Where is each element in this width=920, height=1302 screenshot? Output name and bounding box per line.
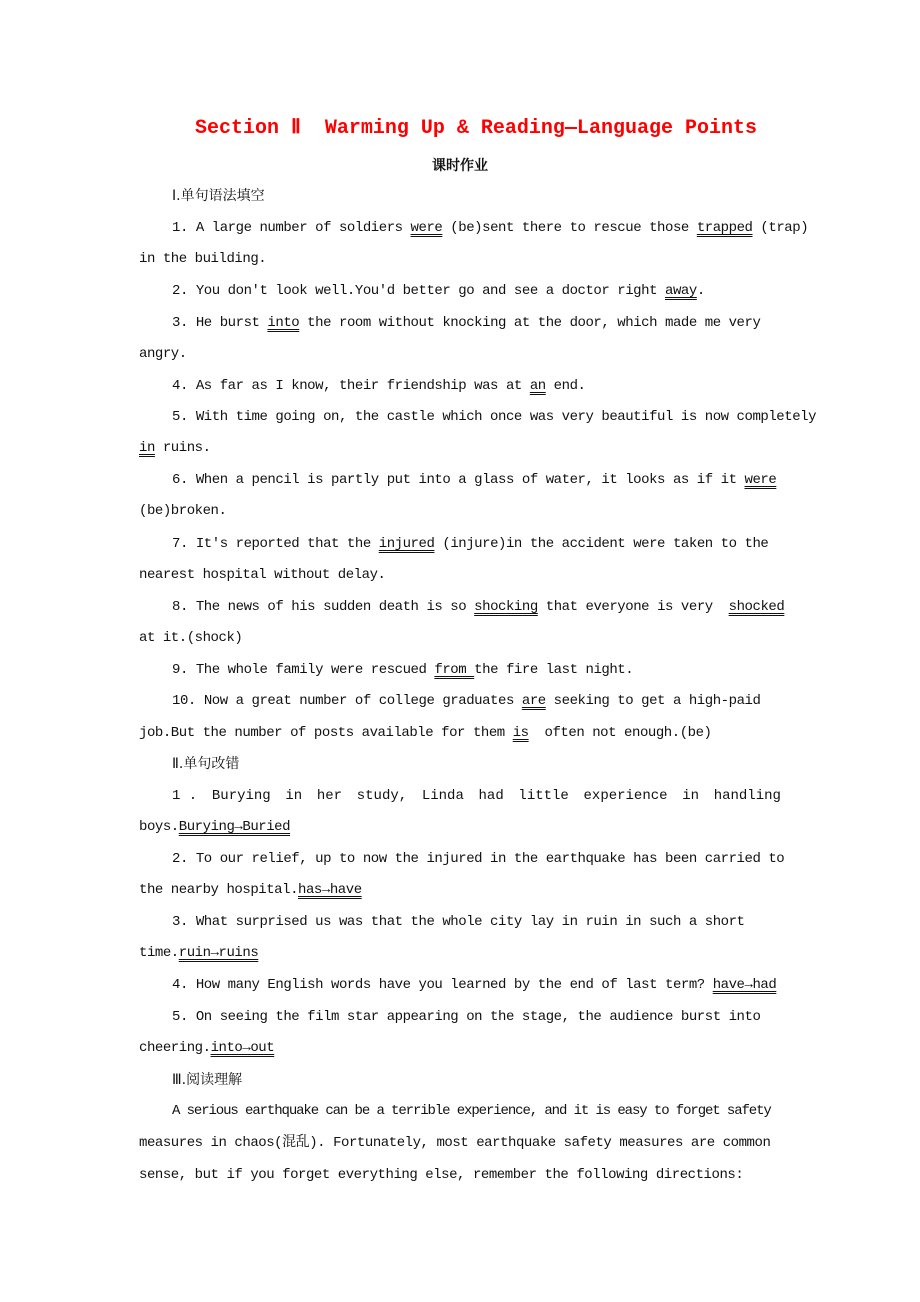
answer: into→out bbox=[210, 1040, 275, 1056]
page-subtitle: 课时作业 bbox=[432, 158, 488, 174]
question-9: 9. The whole family were rescued from the fire last night. bbox=[172, 662, 634, 678]
page-title: Section Ⅱ Warming Up & Reading—Language Points bbox=[195, 117, 757, 140]
answer: trapped bbox=[696, 220, 753, 236]
question-1: 1. A large number of soldiers were (be)sent there to rescue those trapped (trap) bbox=[172, 220, 809, 236]
answer: were bbox=[410, 220, 443, 236]
question-10-cont: job.But the number of posts available for them is often not enough.(be) bbox=[139, 725, 712, 741]
answer: away bbox=[665, 283, 697, 299]
question-8-cont: at it.(shock) bbox=[139, 630, 243, 646]
answer: from bbox=[434, 662, 475, 678]
question-3: 3. He burst into the room without knocking at the door, which made me very bbox=[172, 315, 761, 331]
question-6: 6. When a pencil is partly put into a glass of water, it looks as if it were bbox=[172, 472, 777, 488]
answer: Burying→Buried bbox=[178, 819, 291, 835]
answer: were bbox=[744, 472, 777, 488]
reading-paragraph-line: A serious earthquake can be a terrible experience, and it is easy to forget safety bbox=[172, 1103, 771, 1119]
answer: ruin→ruins bbox=[178, 945, 259, 961]
correction-5: 5. On seeing the film star appearing on the stage, the audience burst into bbox=[172, 1009, 761, 1025]
question-8: 8. The news of his sudden death is so shocking that everyone is very shocked bbox=[172, 599, 785, 615]
correction-1-cont: boys.Burying→Buried bbox=[139, 819, 291, 835]
question-1-cont: in the building. bbox=[139, 251, 267, 267]
correction-3: 3. What surprised us was that the whole city lay in ruin in such a short bbox=[172, 914, 745, 930]
answer: in bbox=[139, 440, 155, 456]
answer: into bbox=[267, 315, 300, 331]
answer: shocking bbox=[474, 599, 538, 615]
correction-2: 2. To our relief, up to now the injured in the earthquake has been carried to bbox=[172, 851, 785, 867]
correction-1: 1 . Burying in her study, Linda had little experience in handling bbox=[172, 788, 781, 804]
question-6-cont: (be)broken. bbox=[139, 503, 227, 519]
reading-paragraph-line: sense, but if you forget everything else, remember the following directions: bbox=[139, 1167, 744, 1183]
question-3-cont: angry. bbox=[139, 346, 187, 362]
answer: an bbox=[529, 378, 546, 394]
reading-paragraph-line: measures in chaos(混乱). Fortunately, most earthquake safety measures are common bbox=[139, 1135, 771, 1151]
answer: is bbox=[512, 725, 529, 741]
correction-2-cont: the nearby hospital.has→have bbox=[139, 882, 362, 898]
correction-3-cont: time.ruin→ruins bbox=[139, 945, 259, 961]
question-2: 2. You don't look well.You'd better go and see a doctor right away. bbox=[172, 283, 705, 299]
question-5: 5. With time going on, the castle which once was very beautiful is now completely bbox=[172, 409, 817, 425]
section-heading: Ⅱ.单句改错 bbox=[172, 756, 240, 772]
question-10: 10. Now a great number of college graduates are seeking to get a high-paid bbox=[172, 693, 761, 709]
correction-4: 4. How many English words have you learned by the end of last term? have→had bbox=[172, 977, 777, 993]
correction-5-cont: cheering.into→out bbox=[139, 1040, 275, 1056]
answer: shocked bbox=[728, 599, 785, 615]
question-7-cont: nearest hospital without delay. bbox=[139, 567, 386, 583]
answer: have→had bbox=[712, 977, 777, 993]
answer: injured bbox=[378, 536, 435, 552]
section-heading: Ⅲ.阅读理解 bbox=[172, 1072, 243, 1088]
section-heading: Ⅰ.单句语法填空 bbox=[172, 188, 265, 204]
question-4: 4. As far as I know, their friendship was at an end. bbox=[172, 378, 586, 394]
answer: are bbox=[521, 693, 546, 709]
question-5-cont: in ruins. bbox=[139, 440, 211, 456]
answer: has→have bbox=[298, 882, 362, 898]
question-7: 7. It's reported that the injured (injure)in the accident were taken to the bbox=[172, 536, 769, 552]
